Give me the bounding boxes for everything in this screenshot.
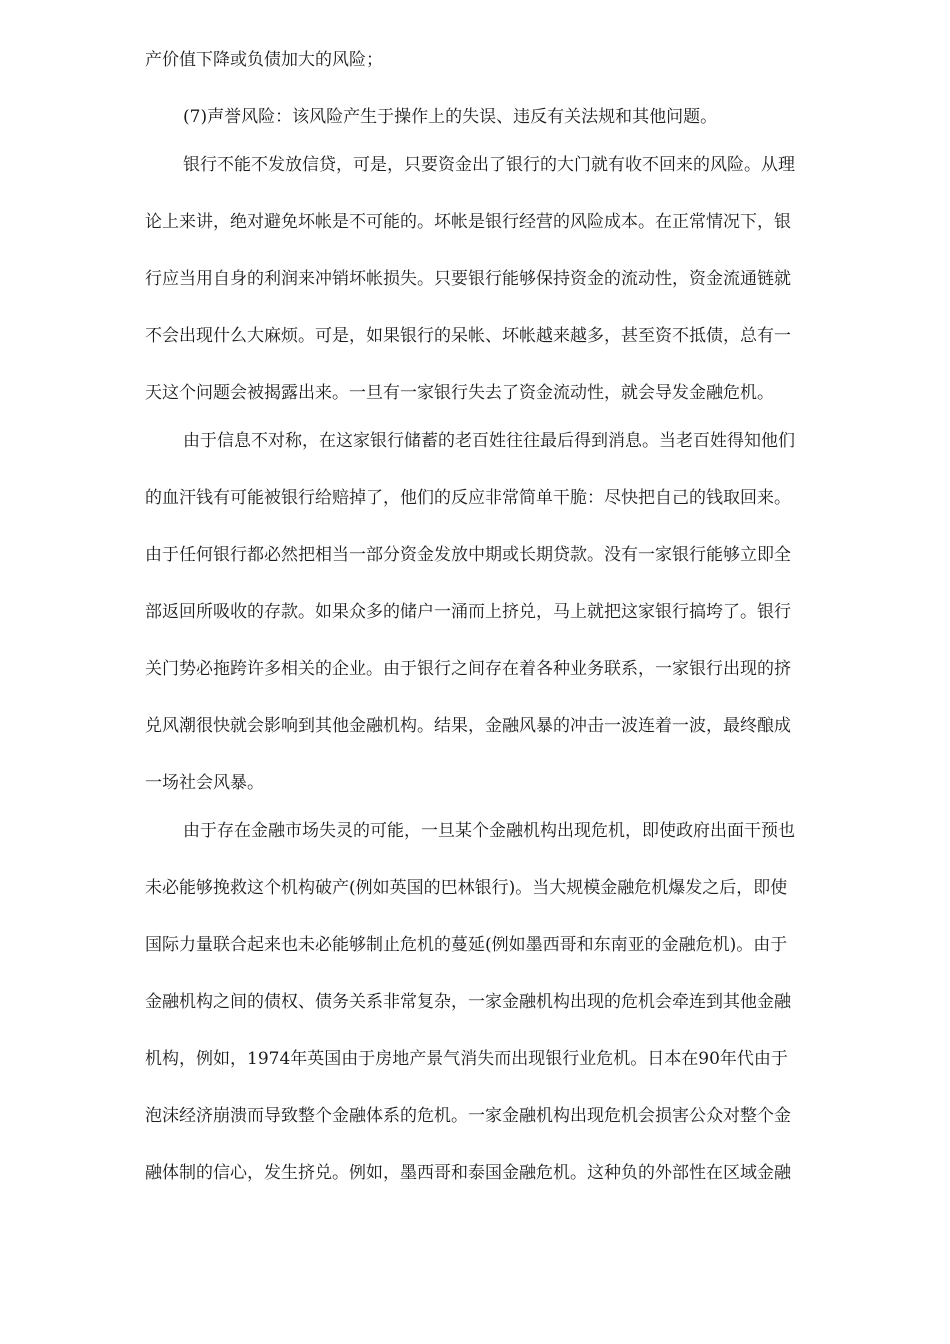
text-line: 国际力量联合起来也未必能够制止危机的蔓延(例如墨西哥和东南亚的金融危机)。由于: [145, 935, 788, 955]
text-line: (7)声誉风险：该风险产生于操作上的失误、违反有关法规和其他问题。: [183, 107, 718, 127]
text-line: 兑风潮很快就会影响到其他金融机构。结果，金融风暴的冲击一波连着一波，最终酿成: [145, 716, 791, 736]
text-line: 金融机构之间的债权、债务关系非常复杂，一家金融机构出现的危机会牵连到其他金融: [145, 992, 791, 1012]
text-line: 融体制的信心，发生挤兑。例如，墨西哥和泰国金融危机。这种负的外部性在区域金融: [145, 1163, 791, 1183]
text-line: 未必能够挽救这个机构破产(例如英国的巴林银行)。当大规模金融危机爆发之后，即使: [145, 878, 788, 898]
text-line: 泡沫经济崩溃而导致整个金融体系的危机。一家金融机构出现危机会损害公众对整个金: [145, 1106, 791, 1126]
text-line: 部返回所吸收的存款。如果众多的储户一涌而上挤兑，马上就把这家银行搞垮了。银行: [145, 602, 791, 622]
text-line: 行应当用自身的利润来冲销坏帐损失。只要银行能够保持资金的流动性，资金流通链就: [145, 269, 791, 289]
text-line: 由于信息不对称，在这家银行储蓄的老百姓往往最后得到消息。当老百姓得知他们: [183, 431, 795, 451]
text-line: 关门势必拖跨许多相关的企业。由于银行之间存在着各种业务联系，一家银行出现的挤: [145, 659, 791, 679]
text-line: 的血汗钱有可能被银行给赔掉了，他们的反应非常简单干脆：尽快把自己的钱取回来。: [145, 488, 791, 508]
document-body: [145, 46, 873, 1188]
text-line: 由于任何银行都必然把相当一部分资金发放中期或长期贷款。没有一家银行能够立即全: [145, 545, 791, 565]
text-line: 机构，例如，1974年英国由于房地产景气消失而出现银行业危机。日本在90年代由于: [145, 1049, 788, 1069]
text-line: 一场社会风暴。: [145, 773, 264, 793]
text-line: 不会出现什么大麻烦。可是，如果银行的呆帐、坏帐越来越多，甚至资不抵债，总有一: [145, 326, 791, 346]
text-line: 天这个问题会被揭露出来。一旦有一家银行失去了资金流动性，就会导发金融危机。: [145, 383, 774, 403]
text-line: 银行不能不发放信贷，可是，只要资金出了银行的大门就有收不回来的风险。从理: [183, 155, 795, 175]
text-line: 产价值下降或负债加大的风险；: [145, 50, 383, 70]
text-line: 由于存在金融市场失灵的可能，一旦某个金融机构出现危机，即使政府出面干预也: [183, 821, 795, 841]
text-line: 论上来讲，绝对避免坏帐是不可能的。坏帐是银行经营的风险成本。在正常情况下，银: [145, 212, 791, 232]
